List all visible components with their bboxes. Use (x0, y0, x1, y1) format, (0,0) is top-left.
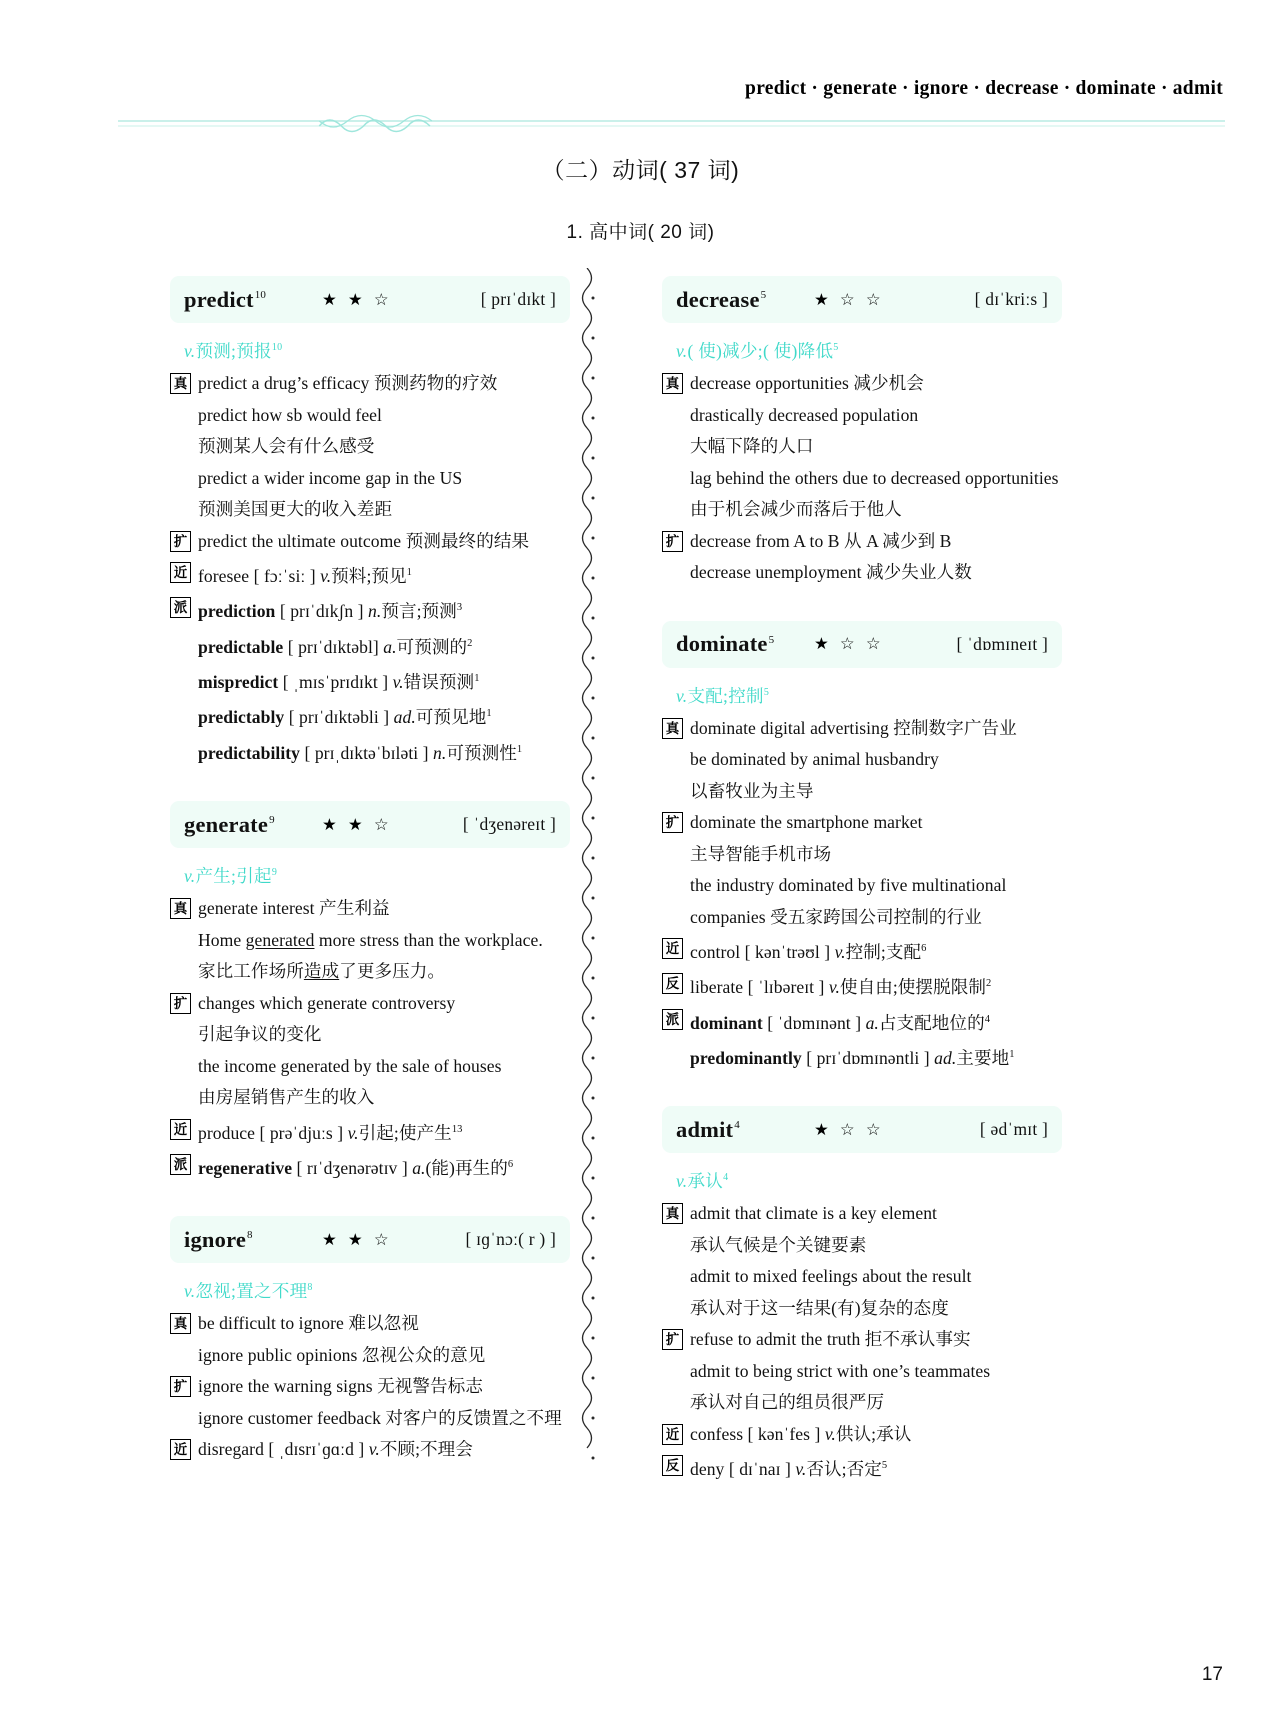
badge-反: 反 (662, 1455, 683, 1476)
example-text: predictable [ prɪˈdɪktəbl] a.可预测的$^2$ (198, 636, 473, 657)
word-entry-admit (662, 1106, 1062, 1511)
example-text: disregard [ ˌdɪsrɪˈɡɑːd ] v.不顾;不理会 (198, 1439, 473, 1460)
phonetic-transcription: [ ɪɡˈnɔː( r ) ] (465, 1229, 556, 1250)
two-column-body (0, 276, 1281, 1654)
example-line (170, 1019, 570, 1051)
badge-spacer (170, 1024, 191, 1045)
definition-frequency: 4 (723, 1172, 729, 1184)
left-column (170, 276, 570, 1498)
badge-spacer (170, 633, 191, 654)
example-line (662, 776, 1062, 808)
example-text: 承认气候是个关键要素 (690, 1234, 867, 1255)
badge-近: 近 (170, 562, 191, 583)
example-text: confess [ kənˈfes ] v.供认;承认 (690, 1423, 912, 1444)
definition-frequency: 10 (271, 342, 283, 354)
example-text: predict the ultimate outcome 预测最终的结果 (198, 530, 530, 551)
example-line (662, 1419, 1062, 1451)
page-number: 17 (1201, 1664, 1223, 1685)
entry-spacer (170, 1466, 570, 1492)
badge-spacer (662, 1298, 683, 1319)
headword: predict$^{10}$ (184, 286, 267, 312)
phonetic-transcription: [ ˈdɒmɪneɪt ] (956, 633, 1048, 654)
example-text: decrease opportunities 减少机会 (690, 373, 924, 393)
example-line (170, 628, 570, 663)
example-text: 由于机会减少而落后于他人 (690, 499, 902, 519)
headword-frequency: 8 (247, 1229, 253, 1242)
example-text: deny [ dɪˈnaɪ ] v.否认;否定$^5$ (690, 1459, 888, 1480)
example-line (170, 1371, 570, 1403)
example-text: prediction [ prɪˈdɪkʃn ] n.预言;预测$^3$ (198, 601, 463, 622)
badge-spacer (662, 468, 683, 489)
example-line (170, 400, 570, 432)
example-text: predict a drug’s efficacy 预测药物的疗效 (198, 373, 498, 393)
example-line (170, 734, 570, 769)
example-text: produce [ prəˈdjuːs ] v.引起;使产生$^{13}$ (198, 1122, 463, 1143)
word-entry-dominate (662, 621, 1062, 1101)
definition: v.( 使)减少;( 使)降低$^5$ (676, 341, 839, 361)
header-separator-dot: · (811, 78, 819, 99)
example-line (170, 526, 570, 558)
example-line (170, 1149, 570, 1184)
example-text: generate interest 产生利益 (198, 898, 390, 919)
headword: dominate$^5$ (676, 631, 775, 656)
header-divider-rule (118, 112, 1225, 134)
example-line (662, 1324, 1062, 1356)
difficulty-stars: ★ ★ ☆ (322, 289, 393, 309)
word-entry-ignore (170, 1216, 570, 1492)
badge-spacer (662, 781, 683, 802)
example-line (170, 592, 570, 627)
example-line (170, 431, 570, 463)
part-of-speech: v. (676, 1171, 688, 1192)
badge-真: 真 (662, 1203, 683, 1224)
badge-spacer (662, 749, 683, 770)
definition: v.忽视;置之不理$^8$ (184, 1281, 313, 1302)
badge-spacer (662, 436, 683, 457)
example-line (662, 744, 1062, 776)
badge-近: 近 (170, 1439, 191, 1460)
badge-spacer (170, 499, 191, 520)
badge-spacer (662, 875, 683, 896)
example-text: decrease from A to B 从 A 减少到 B (690, 530, 952, 551)
example-line (662, 807, 1062, 839)
example-line (170, 1082, 570, 1114)
example-text: ignore the warning signs 无视警告标志 (198, 1376, 483, 1397)
example-line (662, 1261, 1062, 1293)
badge-spacer (662, 1361, 683, 1382)
badge-近: 近 (662, 1424, 683, 1445)
badge-派: 派 (170, 597, 191, 618)
badge-spacer (170, 1345, 191, 1366)
example-line (662, 463, 1062, 495)
definition: v.产生;引起$^9$ (184, 866, 278, 887)
running-header (0, 78, 1281, 100)
example-line (662, 526, 1062, 558)
page-title: （二）动词( 37 词) (541, 157, 740, 183)
word-header-bar[interactable] (170, 801, 570, 848)
example-line (170, 698, 570, 733)
badge-spacer (170, 468, 191, 489)
definition: v.预测;预报$^{10}$ (184, 341, 283, 361)
running-header-word: generate (823, 78, 898, 99)
running-header-word: predict (745, 78, 807, 99)
badge-spacer (662, 844, 683, 865)
example-text: 预测美国更大的收入差距 (198, 499, 393, 519)
badge-扩: 扩 (662, 812, 683, 833)
example-line (662, 1230, 1062, 1262)
badge-扩: 扩 (170, 993, 191, 1014)
example-text: 引起争议的变化 (198, 1024, 322, 1045)
difficulty-stars: ★ ★ ☆ (322, 814, 393, 834)
badge-扩: 扩 (170, 531, 191, 552)
badge-spacer (170, 930, 191, 951)
badge-spacer (170, 1087, 191, 1108)
badge-反: 反 (662, 973, 683, 994)
example-line (170, 1403, 570, 1435)
example-text: admit to mixed feelings about the result (690, 1266, 972, 1287)
example-text: 承认对自己的组员很严厉 (690, 1392, 885, 1413)
part-of-speech: v. (184, 341, 196, 361)
example-line (662, 1039, 1062, 1074)
example-text: 以畜牧业为主导 (690, 780, 814, 801)
example-text: 预测某人会有什么感受 (198, 436, 375, 456)
example-text: the industry dominated by five multinational (690, 875, 1007, 895)
example-line (662, 1004, 1062, 1039)
badge-spacer (662, 1266, 683, 1287)
example-line (170, 663, 570, 698)
badge-派: 派 (662, 1009, 683, 1030)
running-header-word: ignore (913, 78, 969, 99)
example-line (170, 1051, 570, 1083)
word-entry-predict (170, 276, 570, 795)
badge-spacer (170, 1056, 191, 1077)
example-text: dominate the smartphone market (690, 812, 923, 832)
headword-frequency: 10 (254, 289, 267, 301)
entry-spacer (170, 1184, 570, 1210)
difficulty-stars: ★ ☆ ☆ (814, 634, 885, 653)
headword: ignore$^8$ (184, 1226, 253, 1252)
example-line (662, 1387, 1062, 1419)
example-line (170, 893, 570, 925)
example-text: liberate [ ˈlɪbəreɪt ] v.使自由;使摆脱限制$^2$ (690, 977, 992, 998)
badge-真: 真 (170, 898, 191, 919)
headword: admit$^4$ (676, 1116, 740, 1142)
example-line (662, 368, 1062, 400)
phonetic-transcription: [ ˈdʒenəreɪt ] (462, 814, 556, 835)
entry-spacer (170, 769, 570, 795)
example-line (170, 1114, 570, 1149)
example-line (170, 925, 570, 957)
example-line (662, 431, 1062, 463)
example-text: predictability [ prɪˌdɪktəˈbɪləti ] n.可预测性$^1$ (198, 742, 523, 763)
badge-扩: 扩 (662, 531, 683, 552)
example-text: 由房屋销售产生的收入 (198, 1087, 375, 1108)
example-line (662, 968, 1062, 1003)
phonetic-transcription: [ ədˈmɪt ] (979, 1119, 1048, 1140)
definition-frequency: 5 (763, 686, 770, 698)
example-line (662, 400, 1062, 432)
example-text: the income generated by the sale of houses (198, 1055, 502, 1076)
example-line (662, 839, 1062, 871)
badge-spacer (170, 1408, 191, 1429)
definition: v.支配;控制$^5$ (676, 685, 770, 706)
badge-spacer (662, 1044, 683, 1065)
headword: decrease$^5$ (676, 286, 767, 312)
badge-真: 真 (662, 373, 683, 394)
badge-spacer (662, 499, 683, 520)
headword: generate$^9$ (184, 811, 275, 837)
badge-spacer (170, 405, 191, 426)
word-header-bar[interactable] (170, 1216, 570, 1263)
badge-spacer (662, 1392, 683, 1413)
headword-frequency: 4 (734, 1119, 740, 1132)
headword-frequency: 5 (760, 289, 767, 301)
badge-真: 真 (662, 718, 683, 739)
word-header-bar[interactable] (662, 1106, 1062, 1153)
example-line (662, 933, 1062, 968)
badge-近: 近 (170, 1119, 191, 1140)
example-text: control [ kənˈtrəʊl ] v.控制;支配$^6$ (690, 941, 927, 962)
example-text: 承认对于这一结果(有)复杂的态度 (690, 1297, 949, 1318)
badge-spacer (662, 562, 683, 583)
example-text: 大幅下降的人口 (690, 436, 814, 456)
example-line (662, 1450, 1062, 1485)
example-line (170, 1308, 570, 1340)
column-divider-wavy (578, 268, 602, 1488)
definition-frequency: 9 (271, 867, 278, 879)
running-header-word: dominate (1075, 78, 1156, 99)
example-text: predominantly [ prɪˈdɒmɪnəntli ] ad.主要地$^1$ (690, 1047, 1015, 1068)
example-text: predict a wider income gap in the US (198, 467, 463, 488)
example-line (662, 1293, 1062, 1325)
example-line (662, 1356, 1062, 1388)
word-entry-generate (170, 801, 570, 1210)
example-line (170, 368, 570, 400)
header-separator-dot: · (1063, 78, 1071, 99)
header-separator-dot: · (973, 78, 981, 99)
badge-真: 真 (170, 373, 191, 394)
badge-spacer (170, 436, 191, 457)
badge-spacer (170, 703, 191, 724)
example-text: mispredict [ ˌmɪsˈprɪdɪkt ] v.错误预测$^1$ (198, 671, 480, 692)
badge-扩: 扩 (170, 1376, 191, 1397)
header-separator-dot: · (902, 78, 909, 99)
part-of-speech: v. (676, 685, 688, 706)
example-line (662, 713, 1062, 745)
badge-spacer (662, 1235, 683, 1256)
example-line (170, 557, 570, 592)
example-line (662, 494, 1062, 526)
badge-真: 真 (170, 1313, 191, 1334)
example-text: decrease unemployment 减少失业人数 (690, 562, 972, 582)
badge-spacer (662, 907, 683, 928)
part-of-speech: v. (676, 341, 688, 361)
example-line (170, 1434, 570, 1466)
word-entry-decrease (662, 276, 1062, 615)
header-rule-svg (118, 112, 1225, 134)
running-header-words (745, 78, 1223, 99)
example-text: drastically decreased population (690, 404, 919, 425)
example-text: 主导智能手机市场 (690, 843, 832, 864)
definition: v.承认$^4$ (676, 1171, 729, 1192)
right-column (662, 276, 1062, 1518)
badge-扩: 扩 (662, 1329, 683, 1350)
example-text: dominant [ ˈdɒmɪnənt ] a.占支配地位的$^4$ (690, 1012, 991, 1033)
example-text: admit that climate is a key element (690, 1203, 937, 1224)
badge-spacer (170, 739, 191, 760)
example-line (170, 988, 570, 1020)
example-text: be dominated by animal husbandry (690, 749, 939, 769)
word-header-bar[interactable] (662, 621, 1062, 668)
example-text: changes which generate controversy (198, 992, 456, 1013)
part-of-speech: v. (184, 1281, 196, 1302)
difficulty-stars: ★ ☆ ☆ (814, 289, 885, 309)
example-text: admit to being strict with one’s teammates (690, 1360, 991, 1381)
entry-spacer (662, 1486, 1062, 1512)
word-header-bar[interactable] (170, 276, 570, 323)
example-text: refuse to admit the truth 拒不承认事实 (690, 1329, 971, 1350)
entry-spacer (662, 589, 1062, 615)
running-header-word: decrease (985, 78, 1059, 99)
badge-派: 派 (170, 1154, 191, 1175)
example-text: be difficult to ignore 难以忽视 (198, 1313, 419, 1334)
difficulty-stars: ★ ★ ☆ (322, 1229, 393, 1249)
example-line (170, 463, 570, 495)
header-separator-dot: · (1160, 78, 1168, 99)
example-text: lag behind the others due to decreased opportunities (690, 467, 1059, 488)
example-text: companies 受五家跨国公司控制的行业 (690, 906, 982, 927)
word-header-bar[interactable] (662, 276, 1062, 323)
example-text: predictably [ prɪˈdɪktəbli ] ad.可预见地$^1$ (198, 707, 492, 728)
example-text: regenerative [ rɪˈdʒenərətɪv ] a.(能)再生的$^6$ (198, 1157, 514, 1178)
example-line (662, 902, 1062, 934)
example-line (170, 956, 570, 988)
example-text: ignore public opinions 忽视公众的意见 (198, 1344, 486, 1365)
phonetic-transcription: [ prɪˈdɪkt ] (480, 289, 556, 309)
example-line (170, 494, 570, 526)
badge-spacer (170, 961, 191, 982)
example-text: dominate digital advertising 控制数字广告业 (690, 717, 1017, 738)
example-line (662, 870, 1062, 902)
column-divider-svg (578, 268, 602, 1488)
example-text: Home generated more stress than the workplace. (198, 929, 543, 950)
entry-spacer (662, 1074, 1062, 1100)
example-line (170, 1340, 570, 1372)
example-text: 家比工作场所造成了更多压力。 (198, 961, 446, 982)
definition-frequency: 8 (307, 1282, 313, 1294)
example-text: predict how sb would feel (198, 404, 382, 425)
example-text: foresee [ fɔːˈsiː ] v.预料;预见$^1$ (198, 565, 412, 586)
difficulty-stars: ★ ☆ ☆ (814, 1119, 885, 1139)
headword-frequency: 5 (768, 633, 775, 646)
part-of-speech: v. (184, 866, 196, 887)
definition-frequency: 5 (833, 342, 839, 354)
headword-frequency: 9 (269, 814, 275, 827)
badge-spacer (662, 405, 683, 426)
phonetic-transcription: [ dɪˈkriːs ] (974, 289, 1048, 309)
example-text: ignore customer feedback 对客户的反馈置之不理 (198, 1407, 562, 1428)
badge-spacer (170, 668, 191, 689)
example-line (662, 1198, 1062, 1230)
example-line (662, 557, 1062, 589)
badge-近: 近 (662, 938, 683, 959)
running-header-word: admit (1172, 78, 1223, 99)
page-subtitle: 1. 高中词( 20 词) (566, 222, 715, 243)
